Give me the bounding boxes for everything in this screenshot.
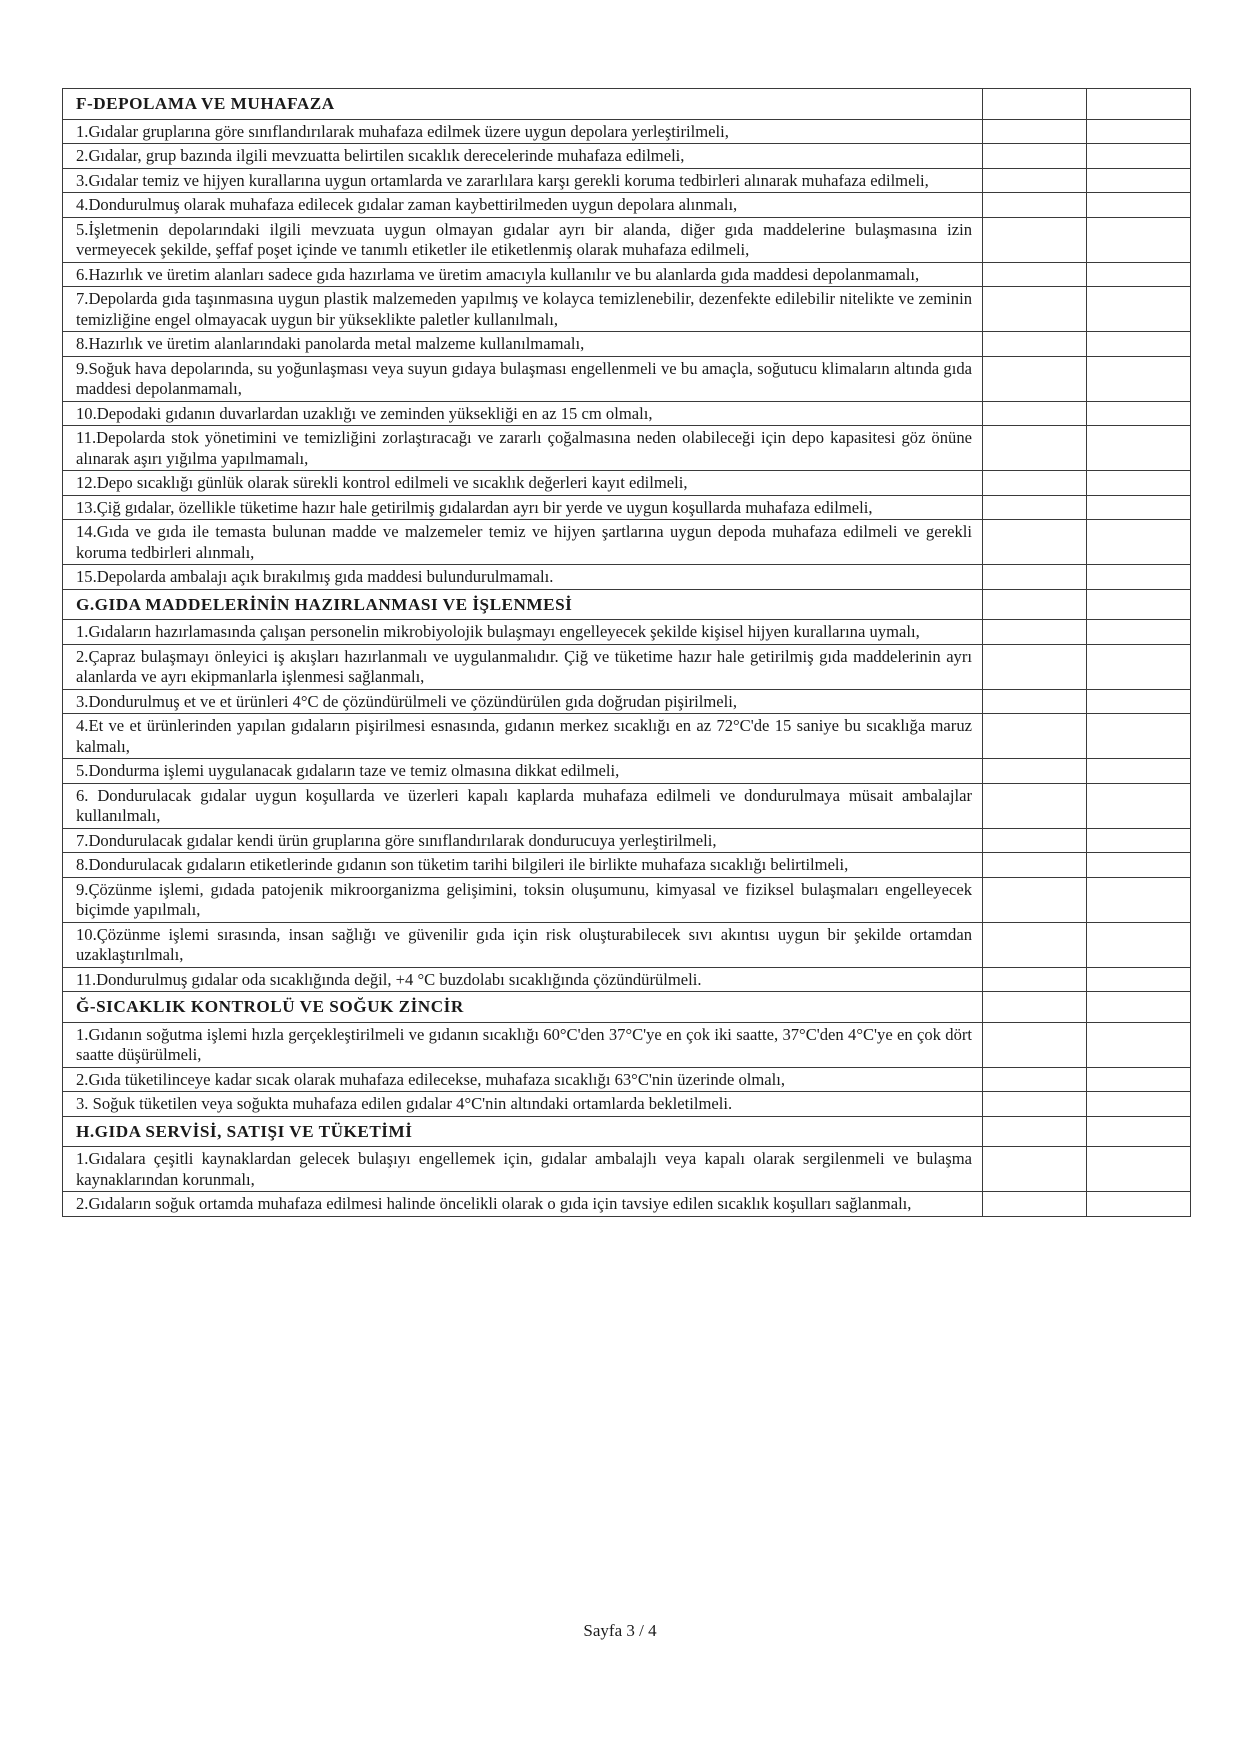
check-box-cell[interactable]: [1087, 356, 1191, 401]
checklist-item-row: [63, 620, 1191, 645]
check-box-cell[interactable]: [983, 1022, 1087, 1067]
checklist-item-row: [63, 144, 1191, 169]
checklist-item-text: 9.Soğuk hava depolarında, su yoğunlaşması veya suyun gıdaya bulaşması engellenmeli ve bu amaçla, soğutucu klimaların altında gıda maddesi depolanmamalı,: [63, 356, 983, 401]
check-box-cell[interactable]: [983, 828, 1087, 853]
checklist-item-row: [63, 262, 1191, 287]
check-box-cell[interactable]: [1087, 689, 1191, 714]
check-box-cell[interactable]: [983, 967, 1087, 992]
check-box-cell[interactable]: [983, 144, 1087, 169]
check-box-cell[interactable]: [983, 589, 1087, 620]
check-box-cell[interactable]: [1087, 426, 1191, 471]
section-title: G.GIDA MADDELERİNİN HAZIRLANMASI VE İŞLENMESİ: [63, 589, 983, 620]
check-box-cell[interactable]: [983, 759, 1087, 784]
check-box-cell[interactable]: [983, 287, 1087, 332]
check-box-cell[interactable]: [1087, 1147, 1191, 1192]
section-header-row: [63, 89, 1191, 120]
check-box-cell[interactable]: [983, 1092, 1087, 1117]
section-title: F-DEPOLAMA VE MUHAFAZA: [63, 89, 983, 120]
checklist-item-row: [63, 853, 1191, 878]
checklist-item-row: [63, 922, 1191, 967]
checklist-item-text: 1.Gıdanın soğutma işlemi hızla gerçekleştirilmeli ve gıdanın sıcaklığı 60°C'den 37°C'ye en çok iki saatte, 37°C'den 4°C'ye en çok dört saatte düşürülmeli,: [63, 1022, 983, 1067]
check-box-cell[interactable]: [1087, 828, 1191, 853]
check-box-cell[interactable]: [1087, 401, 1191, 426]
check-box-cell[interactable]: [1087, 565, 1191, 590]
checklist-item-text: 8.Hazırlık ve üretim alanlarındaki panolarda metal malzeme kullanılmamalı,: [63, 332, 983, 357]
checklist-item-row: [63, 1067, 1191, 1092]
checklist-item-text: 5.İşletmenin depolarındaki ilgili mevzuata uygun olmayan gıdalar ayrı bir alanda, diğer gıda maddelerine bulaşmasına izin vermeyecek şekilde, şeffaf poşet içinde ve tanımlı etiketler ile etiketlenmiş olarak muhafaza edilmeli,: [63, 217, 983, 262]
checklist-item-row: [63, 689, 1191, 714]
checklist-item-text: 2.Gıdalar, grup bazında ilgili mevzuatta belirtilen sıcaklık derecelerinde muhafaza edilmeli,: [63, 144, 983, 169]
check-box-cell[interactable]: [983, 620, 1087, 645]
checklist-item-row: [63, 356, 1191, 401]
section-header-row: [63, 1116, 1191, 1147]
checklist-item-text: 10.Depodaki gıdanın duvarlardan uzaklığı ve zeminden yüksekliği en az 15 cm olmalı,: [63, 401, 983, 426]
checklist-item-text: 5.Dondurma işlemi uygulanacak gıdaların taze ve temiz olmasına dikkat edilmeli,: [63, 759, 983, 784]
checklist-item-text: 2.Çapraz bulaşmayı önleyici iş akışları hazırlanmalı ve uygulanmalıdır. Çiğ ve tüketime hazır hale getirilmiş gıda maddelerinin ayrı alanlarda ve ayrı ekipmanlarla işlenmesi sağlanmalı,: [63, 644, 983, 689]
checklist-item-text: 3.Gıdalar temiz ve hijyen kurallarına uygun ortamlarda ve zararlılara karşı gerekli koruma tedbirleri alınarak muhafaza edilmeli,: [63, 168, 983, 193]
checklist-item-text: 8.Dondurulacak gıdaların etiketlerinde gıdanın son tüketim tarihi bilgileri ile birlikte muhafaza sıcaklığı belirtilmeli,: [63, 853, 983, 878]
checklist-item-row: [63, 119, 1191, 144]
check-box-cell[interactable]: [983, 992, 1087, 1023]
checklist-item-text: 14.Gıda ve gıda ile temasta bulunan madde ve malzemeler temiz ve hijyen şartlarına uygun depoda muhafaza edilmeli ve gerekli koruma tedbirleri alınmalı,: [63, 520, 983, 565]
check-box-cell[interactable]: [1087, 644, 1191, 689]
check-box-cell[interactable]: [1087, 144, 1191, 169]
checklist-item-row: [63, 1147, 1191, 1192]
checklist-item-text: 7.Dondurulacak gıdalar kendi ürün gruplarına göre sınıflandırılarak dondurucuya yerleştirilmeli,: [63, 828, 983, 853]
checklist-item-text: 9.Çözünme işlemi, gıdada patojenik mikroorganizma gelişimini, toksin oluşumunu, kimyasal ve fiziksel bulaşmaları engelleyecek biçimde yapılmalı,: [63, 877, 983, 922]
check-box-cell[interactable]: [1087, 471, 1191, 496]
checklist-item-text: 12.Depo sıcaklığı günlük olarak sürekli kontrol edilmeli ve sıcaklık değerleri kayıt edilmeli,: [63, 471, 983, 496]
checklist-item-row: [63, 967, 1191, 992]
check-box-cell[interactable]: [983, 193, 1087, 218]
checklist-item-text: 11.Dondurulmuş gıdalar oda sıcaklığında değil, +4 °C buzdolabı sıcaklığında çözündürülmeli.: [63, 967, 983, 992]
checklist-item-row: [63, 168, 1191, 193]
checklist-item-text: 1.Gıdalara çeşitli kaynaklardan gelecek bulaşıyı engellemek için, gıdalar ambalajlı veya kapalı olarak sergilenmeli ve bulaşma kaynaklarından korunmalı,: [63, 1147, 983, 1192]
checklist-item-row: [63, 759, 1191, 784]
check-box-cell[interactable]: [983, 1067, 1087, 1092]
check-box-cell[interactable]: [1087, 287, 1191, 332]
check-box-cell[interactable]: [1087, 759, 1191, 784]
check-box-cell[interactable]: [1087, 168, 1191, 193]
check-box-cell[interactable]: [983, 783, 1087, 828]
checklist-item-text: 6. Dondurulacak gıdalar uygun koşullarda ve üzerleri kapalı kaplarda muhafaza edilmeli ve dondurulmaya müsait ambalajlar kullanılmalı,: [63, 783, 983, 828]
checklist-item-text: 6.Hazırlık ve üretim alanları sadece gıda hazırlama ve üretim amacıyla kullanılır ve bu alanlarda gıda maddesi depolanmamalı,: [63, 262, 983, 287]
checklist-item-row: [63, 495, 1191, 520]
checklist-item-row: [63, 877, 1191, 922]
section-header-row: [63, 992, 1191, 1023]
checklist-item-text: 2.Gıdaların soğuk ortamda muhafaza edilmesi halinde öncelikli olarak o gıda için tavsiye edilen sıcaklık koşulları sağlanmalı,: [63, 1192, 983, 1217]
checklist-item-text: 4.Dondurulmuş olarak muhafaza edilecek gıdalar zaman kaybettirilmeden uygun depolara alınmalı,: [63, 193, 983, 218]
check-box-cell[interactable]: [983, 262, 1087, 287]
checklist-item-row: [63, 217, 1191, 262]
check-box-cell[interactable]: [1087, 332, 1191, 357]
check-box-cell[interactable]: [983, 853, 1087, 878]
checklist-item-text: 10.Çözünme işlemi sırasında, insan sağlığı ve güvenilir gıda için risk oluşturabilecek sıvı akıntısı uygun bir şekilde ortamdan uzaklaştırılmalı,: [63, 922, 983, 967]
check-box-cell[interactable]: [983, 401, 1087, 426]
checklist-body: [63, 89, 1191, 1217]
checklist-item-row: [63, 783, 1191, 828]
check-box-cell[interactable]: [983, 1116, 1087, 1147]
check-box-cell[interactable]: [1087, 119, 1191, 144]
check-box-cell[interactable]: [983, 644, 1087, 689]
check-box-cell[interactable]: [1087, 262, 1191, 287]
checklist-item-text: 15.Depolarda ambalajı açık bırakılmış gıda maddesi bulundurulmamalı.: [63, 565, 983, 590]
check-box-cell[interactable]: [1087, 620, 1191, 645]
checklist-item-row: [63, 1022, 1191, 1067]
check-box-cell[interactable]: [1087, 922, 1191, 967]
checklist-item-row: [63, 828, 1191, 853]
check-box-cell[interactable]: [1087, 520, 1191, 565]
check-box-cell[interactable]: [983, 426, 1087, 471]
check-box-cell[interactable]: [1087, 967, 1191, 992]
checklist-item-text: 1.Gıdaların hazırlamasında çalışan personelin mikrobiyolojik bulaşmayı engelleyecek şekilde kişisel hijyen kurallarına uymalı,: [63, 620, 983, 645]
check-box-cell[interactable]: [983, 356, 1087, 401]
checklist-item-row: [63, 426, 1191, 471]
section-header-row: [63, 589, 1191, 620]
check-box-cell[interactable]: [983, 89, 1087, 120]
checklist-item-text: 11.Depolarda stok yönetimini ve temizliğini zorlaştıracağı ve zararlı çoğalmasına neden olabileceği için depo kapasitesi göz önüne alınarak aşırı yığılma yapılmamalı,: [63, 426, 983, 471]
page-number: Sayfa 3 / 4: [583, 1621, 657, 1640]
check-box-cell[interactable]: [1087, 217, 1191, 262]
check-box-cell[interactable]: [1087, 714, 1191, 759]
check-box-cell[interactable]: [1087, 1092, 1191, 1117]
check-box-cell[interactable]: [1087, 783, 1191, 828]
checklist-item-row: [63, 471, 1191, 496]
checklist-item-row: [63, 714, 1191, 759]
check-box-cell[interactable]: [983, 495, 1087, 520]
check-box-cell[interactable]: [983, 168, 1087, 193]
check-box-cell[interactable]: [983, 1192, 1087, 1217]
check-box-cell[interactable]: [983, 119, 1087, 144]
checklist-item-row: [63, 1092, 1191, 1117]
check-box-cell[interactable]: [983, 332, 1087, 357]
checklist-item-row: [63, 565, 1191, 590]
checklist-item-row: [63, 520, 1191, 565]
check-box-cell[interactable]: [983, 689, 1087, 714]
check-box-cell[interactable]: [983, 520, 1087, 565]
check-box-cell[interactable]: [1087, 992, 1191, 1023]
check-box-cell[interactable]: [983, 1147, 1087, 1192]
check-box-cell[interactable]: [1087, 589, 1191, 620]
checklist-item-row: [63, 287, 1191, 332]
checklist-item-text: 4.Et ve et ürünlerinden yapılan gıdaların pişirilmesi esnasında, gıdanın merkez sıcaklığı en az 72°C'de 15 saniye bu sıcaklığa maruz kalmalı,: [63, 714, 983, 759]
check-box-cell[interactable]: [983, 471, 1087, 496]
checklist-item-row: [63, 193, 1191, 218]
checklist-item-text: 3. Soğuk tüketilen veya soğukta muhafaza edilen gıdalar 4°C'nin altındaki ortamlarda bekletilmeli.: [63, 1092, 983, 1117]
checklist-item-row: [63, 1192, 1191, 1217]
check-box-cell[interactable]: [1087, 193, 1191, 218]
check-box-cell[interactable]: [983, 217, 1087, 262]
checklist-item-row: [63, 332, 1191, 357]
check-box-cell[interactable]: [1087, 1116, 1191, 1147]
check-box-cell[interactable]: [983, 714, 1087, 759]
checklist-item-row: [63, 644, 1191, 689]
check-box-cell[interactable]: [1087, 89, 1191, 120]
check-box-cell[interactable]: [983, 877, 1087, 922]
check-box-cell[interactable]: [1087, 877, 1191, 922]
checklist-item-text: 1.Gıdalar gruplarına göre sınıflandırılarak muhafaza edilmek üzere uygun depolara yerleştirilmeli,: [63, 119, 983, 144]
check-box-cell[interactable]: [1087, 1192, 1191, 1217]
checklist-item-text: 7.Depolarda gıda taşınmasına uygun plastik malzemeden yapılmış ve kolayca temizlenebilir, dezenfekte edilebilir nitelikte ve zeminin temizliğine engel olmayacak uygun bir yükseklikte paletler kullanılmalı,: [63, 287, 983, 332]
section-title: Ğ-SICAKLIK KONTROLÜ VE SOĞUK ZİNCİR: [63, 992, 983, 1023]
checklist-item-row: [63, 401, 1191, 426]
check-box-cell[interactable]: [1087, 1067, 1191, 1092]
checklist-table: [62, 88, 1191, 1217]
check-box-cell[interactable]: [1087, 853, 1191, 878]
checklist-item-text: 3.Dondurulmuş et ve et ürünleri 4°C de çözündürülmeli ve çözündürülen gıda doğrudan pişirilmeli,: [63, 689, 983, 714]
checklist-item-text: 13.Çiğ gıdalar, özellikle tüketime hazır hale getirilmiş gıdalardan ayrı bir yerde ve uygun koşullarda muhafaza edilmeli,: [63, 495, 983, 520]
check-box-cell[interactable]: [1087, 1022, 1191, 1067]
check-box-cell[interactable]: [983, 565, 1087, 590]
section-title: H.GIDA SERVİSİ, SATIŞI VE TÜKETİMİ: [63, 1116, 983, 1147]
checklist-item-text: 2.Gıda tüketilinceye kadar sıcak olarak muhafaza edilecekse, muhafaza sıcaklığı 63°C'nin üzerinde olmalı,: [63, 1067, 983, 1092]
check-box-cell[interactable]: [1087, 495, 1191, 520]
check-box-cell[interactable]: [983, 922, 1087, 967]
